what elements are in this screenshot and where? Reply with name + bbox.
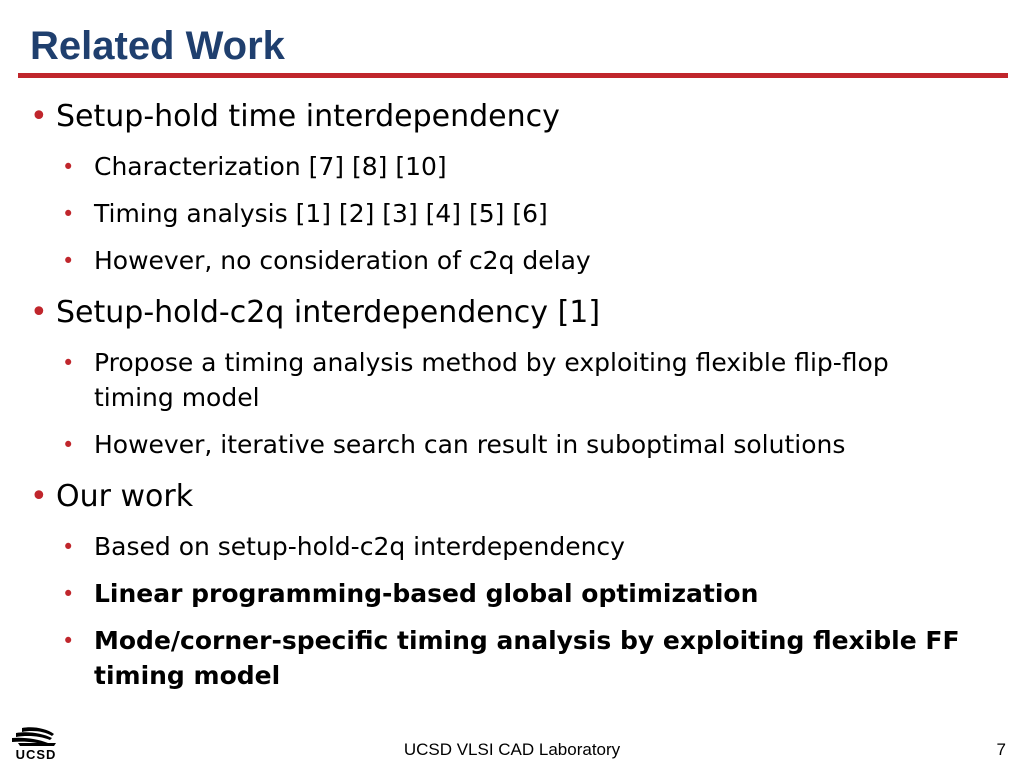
bullet-text: Setup-hold time interdependency bbox=[56, 99, 560, 134]
sub-bullet-continuation bbox=[94, 659, 280, 693]
bullet-text: However, no consideration of c2q delay bbox=[94, 246, 591, 275]
sub-bullet-item bbox=[62, 346, 889, 380]
sub-bullet-item bbox=[62, 530, 625, 564]
bullet-marker: • bbox=[62, 535, 75, 559]
bullet-marker: • bbox=[62, 351, 75, 375]
sub-bullet-item bbox=[62, 428, 846, 462]
bullet-marker: • bbox=[62, 155, 75, 179]
bullet-text: timing model bbox=[94, 661, 281, 690]
sub-bullet-continuation bbox=[94, 381, 260, 415]
bullet-marker: • bbox=[62, 582, 75, 606]
sub-bullet-item bbox=[62, 150, 447, 184]
bullet-marker: • bbox=[62, 629, 75, 653]
bullet-text: Characterization [7] [8] [10] bbox=[94, 152, 447, 181]
logo-text: UCSD bbox=[15, 747, 57, 762]
sub-bullet-item bbox=[62, 577, 759, 611]
sub-bullet-item bbox=[62, 624, 960, 658]
bullet-text: However, iterative search can result in suboptimal solutions bbox=[94, 430, 846, 459]
bullet-text: Our work bbox=[56, 479, 194, 514]
sub-bullet-item bbox=[62, 244, 591, 278]
bullet-marker: • bbox=[62, 433, 75, 457]
bullet-item bbox=[30, 479, 194, 515]
bullet-marker: • bbox=[30, 479, 48, 514]
bullet-text: Based on setup-hold-c2q interdependency bbox=[94, 532, 625, 561]
bullet-marker: • bbox=[30, 99, 48, 134]
bullet-item bbox=[30, 99, 560, 135]
bullet-text: Timing analysis [1] [2] [3] [4] [5] [6] bbox=[94, 199, 548, 228]
sub-bullet-item bbox=[62, 197, 548, 231]
bullet-marker: • bbox=[62, 249, 75, 273]
bullet-marker: • bbox=[30, 295, 48, 330]
bullet-text: Mode/corner-specific timing analysis by exploiting flexible FF bbox=[94, 626, 960, 655]
slide-title: Related Work bbox=[30, 24, 285, 68]
bullet-text: Linear programming-based global optimization bbox=[94, 579, 759, 608]
footer-lab-name: UCSD VLSI CAD Laboratory bbox=[403, 740, 621, 759]
bullet-text: Setup-hold-c2q interdependency [1] bbox=[56, 295, 601, 330]
page-number: 7 bbox=[996, 740, 1006, 759]
bullet-marker: • bbox=[62, 202, 75, 226]
bullet-text: Propose a timing analysis method by exploiting flexible flip-flop bbox=[94, 348, 889, 377]
bullet-text: timing model bbox=[94, 383, 260, 412]
bullet-item bbox=[30, 295, 601, 331]
